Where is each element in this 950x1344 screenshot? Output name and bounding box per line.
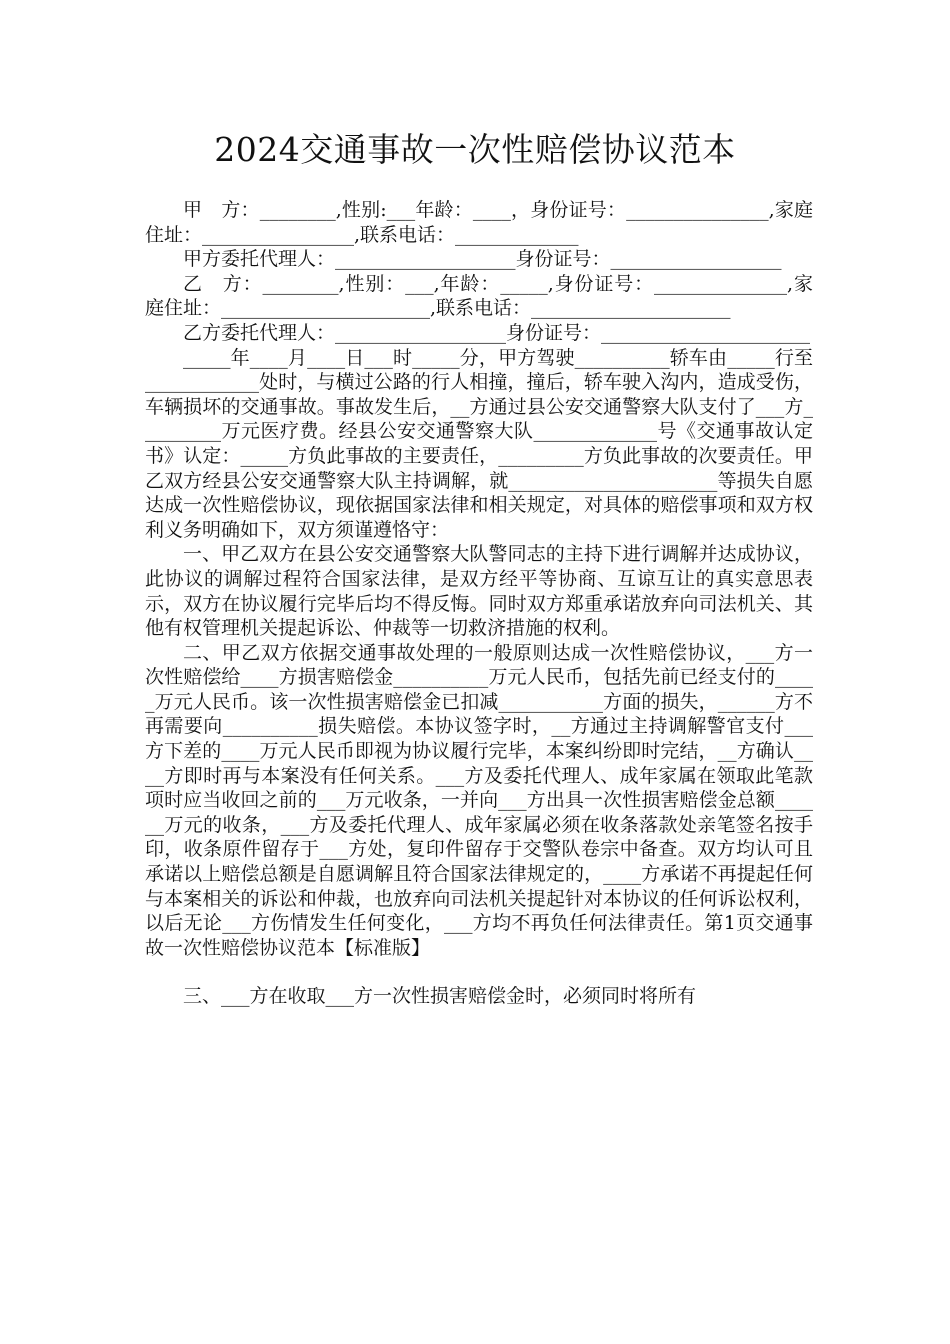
party-b-agent: 乙方委托代理人：__________________身份证号：______________________ [183,321,811,344]
accident-description: _____年____月____日___时_____分，甲方驾驶__________轿车由_____行至____________处时，与横过公路的行人相撞，撞后，轿车驶入沟内，造成受伤，车辆损坏的交通事故。事故发生后，__方通过县公安交通警察大队支付了___方_________万元医疗费。经县公安交通警察大队_____________号《交通事故认定书》认定：_____方负此事故的主要责任，_________方负此事故的次要责任。甲乙双方经县公安交通警察大队主持调解，就______________________等损失自愿达成一次性赔偿协议，现依据国家法律和相关规定，对具体的赔偿事项和双方权利义务明确如下，双方须谨遵恪守： [145,346,813,541]
party-a-agent: 甲方委托代理人：___________________身份证号：__________________ [183,248,782,271]
document-body [145,198,813,1009]
party-b-info: 乙 方：________,性别：___,年龄：_____,身份证号：______________,家庭住址：______________________,联系电话：_____________________ [145,272,813,320]
clause-1: 一、甲乙双方在县公安交通警察大队警同志的主持下进行调解并达成协议，此协议的调解过程符合国家法律，是双方经平等协商、互谅互让的真实意思表示，双方在协议履行完毕后均不得反悔。同时双方郑重承诺放弃向司法机关、其他有权管理机关提起诉讼、仲裁等一切救济措施的权利。 [145,543,813,640]
party-a-info: 甲 方：________,性别:___年龄：____，身份证号：_______________,家庭住址：________________,联系电话：_____________ [145,199,813,246]
clause-3: 三、___方在收取___方一次性损害赔偿金时，必须同时将所有 [183,985,697,1008]
document-title: 2024交通事故一次性赔偿协议范本 [214,130,736,169]
clause-2: 二、甲乙双方依据交通事故处理的一般原则达成一次性赔偿协议，___方一次性赔偿给____方损害赔偿金__________万元人民币，包括先前已经支付的_____万元人民币。该一次性损害赔偿金已扣减___________方面的损失，______方不再需要向__________损失赔偿。本协议签字时，__方通过主持调解警官支付___方下差的____万元人民币即视为协议履行完毕，本案纠纷即时完结，__方确认____方即时再与本案没有任何关系。___方及委托代理人、成年家属在领取此笔款项时应当收回之前的___万元收条，一并向___方出具一次性损害赔偿金总额______万元的收条，___方及委托代理人、成年家属必须在收条落款处亲笔签名按手印，收条原件留存于___方处，复印件留存于交警队卷宗中备查。双方均认可且承诺以上赔偿总额是自愿调解且符合国家法律规定的，____方承诺不再提起任何与本案相关的诉讼和仲裁，也放弃向司法机关提起针对本协议的任何诉讼权利，以后无论___方伤情发生任何变化，___方均不再负任何法律责任。第1页交通事故一次性赔偿协议范本【标准版】 [145,641,813,959]
